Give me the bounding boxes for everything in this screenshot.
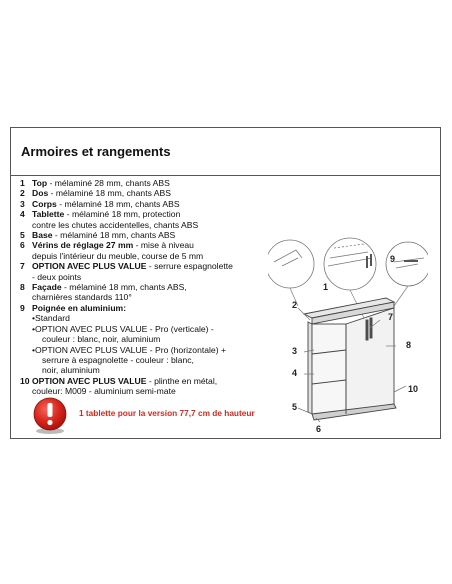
- diagram-label-6: 6: [316, 424, 322, 434]
- spec-number: 7: [20, 261, 25, 272]
- spec-desc: - plinthe en métal,: [146, 375, 218, 386]
- exclamation-icon: [30, 397, 70, 435]
- diagram-label-10: 10: [408, 384, 419, 394]
- diagram-label-8: 8: [406, 340, 412, 350]
- spec-line: •OPTION AVEC PLUS VALUE - Pro (horizontale) +: [32, 344, 226, 355]
- spec-number: 10: [20, 375, 30, 386]
- spec-name: Tablette: [32, 209, 65, 220]
- spec-item-5: [20, 230, 280, 240]
- spec-item-8: [20, 282, 280, 303]
- spec-item-9: [20, 303, 280, 376]
- spec-desc: - mélaminé 28 mm, chants ABS: [47, 178, 170, 188]
- spec-number: 5: [20, 230, 25, 241]
- spec-item-1: [20, 178, 280, 188]
- spec-desc: - mise à niveau: [133, 240, 194, 251]
- spec-line: depuis l'intérieur du meuble, course de 5 mm: [32, 250, 204, 261]
- spec-number: 6: [20, 240, 25, 251]
- diagram-label-5: 5: [292, 402, 298, 412]
- spec-number: 4: [20, 209, 25, 220]
- spec-line: contre les chutes accidentelles, chants ABS: [32, 219, 199, 230]
- spec-number: 1: [20, 178, 25, 188]
- spec-line: noir, aluminium: [42, 365, 100, 376]
- warning-text: 1 tablette pour la version 77,7 cm de hauteur: [79, 408, 255, 418]
- spec-name: Vérins de réglage 27 mm: [32, 240, 134, 251]
- spec-item-6: [20, 240, 280, 261]
- diagram-label-2: 2: [292, 300, 298, 310]
- spec-name: Top: [32, 178, 48, 188]
- spec-line: - deux points: [32, 271, 82, 282]
- diagram-label-4: 4: [292, 368, 298, 378]
- diagram-label-7: 7: [388, 312, 394, 322]
- spec-desc: - mélaminé 18 mm, chants ABS,: [61, 282, 187, 293]
- spec-item-4: [20, 209, 280, 230]
- spec-name: Dos: [32, 188, 49, 199]
- spec-line: •Standard: [32, 313, 70, 324]
- spec-item-2: [20, 188, 280, 198]
- spec-number: 3: [20, 198, 25, 209]
- spec-line: serrure à espagnolette - couleur : blanc,: [42, 354, 194, 365]
- spec-name: Façade: [32, 282, 62, 293]
- diagram-label-3: 3: [292, 346, 298, 356]
- spec-desc: - mélaminé 18 mm, chants ABS: [56, 198, 180, 209]
- spec-name: OPTION AVEC PLUS VALUE: [32, 375, 147, 386]
- spec-item-10: [20, 376, 280, 397]
- spec-desc: - mélaminé 18 mm, chants ABS: [52, 230, 176, 241]
- spec-list: [20, 178, 280, 397]
- spec-line: couleur: M009 - aluminium semi-mate: [32, 386, 176, 397]
- spec-item-7: [20, 261, 280, 282]
- cabinet-drawing: [268, 236, 428, 436]
- spec-desc: - mélaminé 18 mm, protection: [64, 209, 181, 220]
- spec-number: 8: [20, 282, 25, 293]
- spec-name: OPTION AVEC PLUS VALUE: [32, 261, 147, 272]
- diagram-label-9: 9: [390, 254, 396, 264]
- page-title: Armoires et rangements: [21, 144, 171, 159]
- spec-line: couleur : blanc, noir, aluminium: [42, 334, 161, 345]
- spec-item-3: [20, 199, 280, 209]
- diagram-label-1: 1: [323, 282, 329, 292]
- spec-name: Corps: [32, 198, 57, 209]
- spec-number: 9: [20, 302, 25, 313]
- spec-name: Base: [32, 230, 53, 241]
- panel-header: [11, 128, 440, 176]
- spec-number: 2: [20, 188, 25, 199]
- spec-desc: - mélaminé 18 mm, chants ABS: [48, 188, 171, 199]
- spec-line: •OPTION AVEC PLUS VALUE - Pro (verticale) -: [32, 323, 214, 334]
- spec-name: Poignée en aluminium:: [32, 302, 127, 313]
- spec-desc: - serrure espagnolette: [146, 261, 233, 272]
- spec-line: charnières standards 110°: [32, 292, 132, 303]
